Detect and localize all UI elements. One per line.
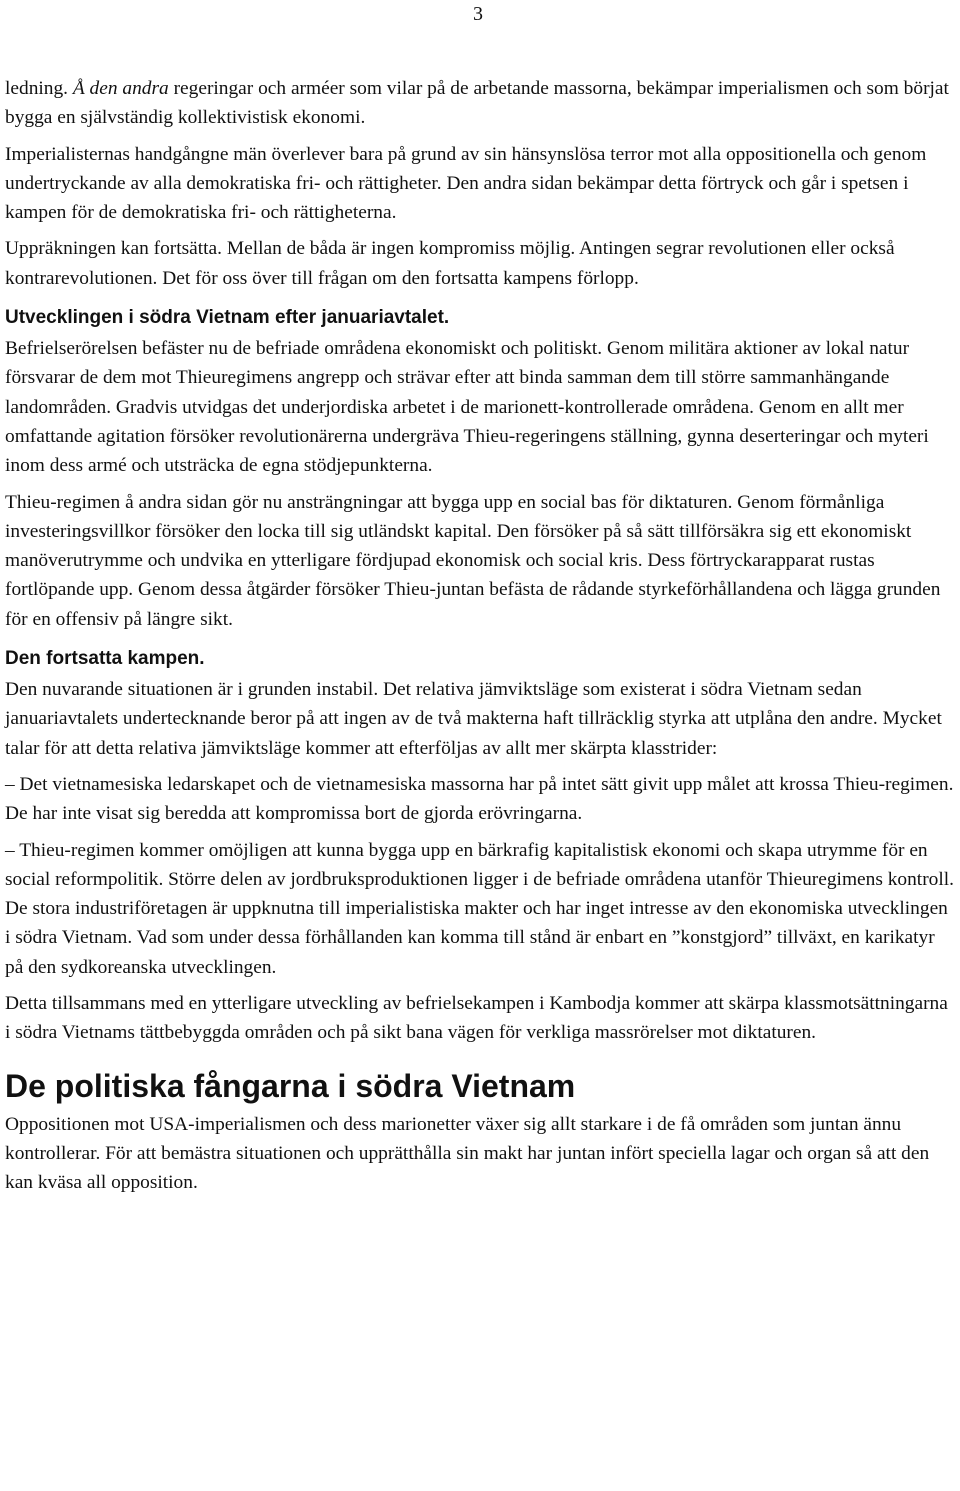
paragraph-1-rest: regeringar och arméer som vilar på de arbetande massorna, bekämpar imperialismen och som börjat bygga en självständig kollektivistisk ekonomi. (5, 78, 949, 129)
paragraph-7: – Det vietnamesiska ledarskapet och de vietnamesiska massorna har på intet sätt givit upp målet att krossa Thieu-regimen. De har inte visat sig beredda att kompromissa bort de gjorda erövringarna. (5, 773, 954, 825)
paragraph-1 (5, 74, 957, 133)
paragraph-1-lead: ledning. (5, 78, 73, 99)
paragraph-6: Den nuvarande situationen är i grunden instabil. Det relativa jämviktsläge som existerat i södra Vietnam sedan januariavtalets undertecknande beror på att ingen av de två makterna haft tillräcklig styrka att utplåna den andre. Mycket talar för att detta relativa jämviktsläge kommer att efterföljas av allt mer skärpta klasstrider: (5, 679, 942, 759)
section-heading-development: Utvecklingen i södra Vietnam efter januariavtalet. (5, 307, 450, 329)
paragraph-5: Thieu-regimen å andra sidan gör nu ansträngningar att bygga upp en social bas för diktaturen. Genom förmånliga investeringsvillkor försöker den locka till sig utländskt kapital. Den försöker på så sätt tillförsäkra sig ett ekonomiskt manöverutrymme och undvika en ytterligare fördjupad ekonomisk och social kris. Dess förtryckarapparat rustas fortlöpande upp. Genom dessa åtgärder försöker Thieu-juntan befästa de rådande styrkeförhållandena och lägga grunden för en offensiv på längre sikt. (5, 491, 941, 630)
page-number: 3 (473, 3, 483, 25)
paragraph-3: Uppräkningen kan fortsätta. Mellan de båda är ingen kompromiss möjlig. Antingen segrar revolutionen eller också kontrarevolutionen. Det för oss över till frågan om den fortsatta kampens förlopp. (5, 238, 895, 289)
paragraph-8: – Thieu-regimen kommer omöjligen att kunna bygga upp en bärkrafig kapitalistisk ekonomi och skapa utrymme för en social reformpolitik. Större delen av jordbruksproduktionen ligger i de befriade områdena utanför Thieuregimens kontroll. De stora industriföretagen är uppknutna till imperialistiska makter och har inget intresse av den ekonomiska utvecklingen i södra Vietnam. Vad som under dessa förhållanden kan komma till stånd är enbart en ”konstgjord” tillväxt, en karikatyr på den sydkoreanska utvecklingen. (5, 839, 954, 978)
chapter-heading-political-prisoners: De politiska fångarna i södra Vietnam (5, 1067, 576, 1104)
section-heading-continued-struggle: Den fortsatta kampen. (5, 648, 205, 670)
paragraph-10: Oppositionen mot USA-imperialismen och dess marionetter växer sig allt starkare i de få områden som juntan ännu kontrollerar. För att bemästra situationen och upprätthålla sin makt har juntan infört speciella lagar och organ så att den kan kväsa all opposition. (5, 1113, 930, 1194)
paragraph-2: Imperialisternas handgångne män överlever bara på grund av sin hänsynslösa terror mot alla oppositionella och genom undertryckande av alla demokratiska fri- och rättigheter. Den andra sidan bekämpar detta förtryck och går i spetsen i kampen för de demokratiska fri- och rättigheterna. (5, 143, 927, 224)
paragraph-4: Befrielserörelsen befäster nu de befriade områdena ekonomiskt och politiskt. Genom militära aktioner av lokal natur försvarar de dem mot Thieuregimens angrepp och strävar efter att binda samman dem till större sammanhängande landområden. Gradvis utvidgas det underjordiska arbetet i de marionett-kontrollerade områdena. Genom en allt mer omfattande agitation försöker revolutionärerna undergräva Thieu-regeringens ställning, gynna deserteringar och myteri inom dess armé och utsträcka de egna stödjepunkterna. (5, 338, 929, 477)
paragraph-9: Detta tillsammans med en ytterligare utveckling av befrielsekampen i Kambodja kommer att skärpa klassmotsättningarna i södra Vietnams tättbebyggda områden och på sikt bana vägen för verkliga massrörelser mot diktaturen. (5, 993, 948, 1044)
document-body (5, 74, 957, 1198)
paragraph-1-emphasis: Å den andra (72, 78, 169, 99)
